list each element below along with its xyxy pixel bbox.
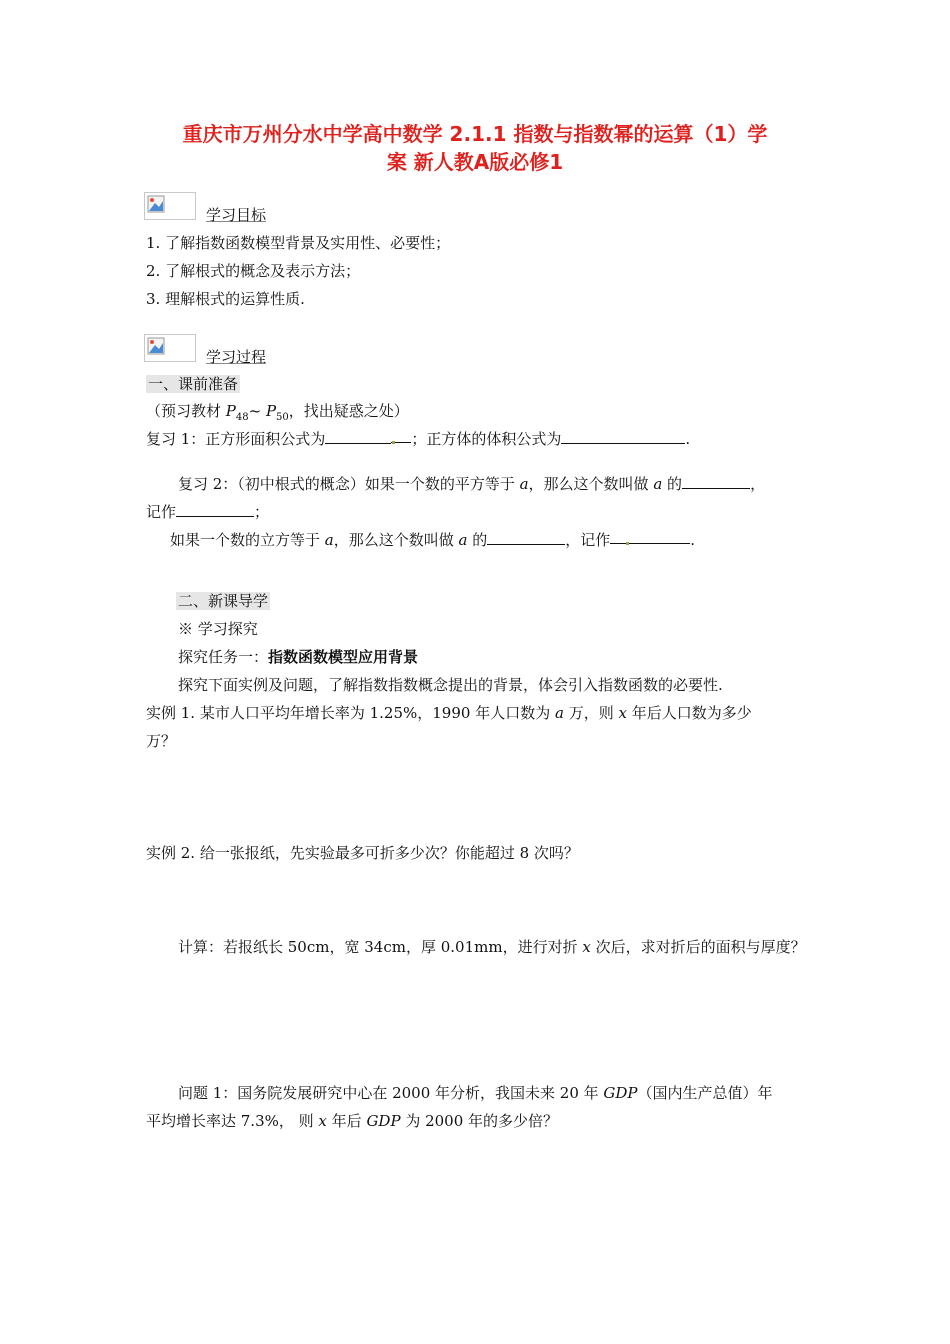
preview-post: ，找出疑惑之处） — [288, 402, 409, 420]
part1-label: 一、课前准备 — [148, 375, 239, 393]
document-title-line1: 重庆市万州分水中学高中数学 2.1.1 指数与指数幂的运算（1）学 — [182, 122, 768, 146]
preview-tilde: ~ — [248, 402, 266, 420]
review2-text-c: 的 — [662, 475, 683, 493]
fill-blank[interactable] — [487, 530, 565, 545]
review3-line — [170, 529, 695, 551]
fill-blank[interactable] — [325, 429, 391, 444]
question1-var: x — [318, 1112, 327, 1130]
example1-var2: x — [618, 704, 627, 722]
task-line — [178, 646, 418, 668]
preview-sub1: 48 — [235, 412, 249, 423]
review2-text-b: ，那么这个数叫做 — [528, 475, 654, 493]
question1-line2-c: 为 2000 年的多少倍？ — [400, 1112, 559, 1130]
review1-line — [146, 428, 690, 450]
part2-heading — [176, 590, 270, 612]
broken-image-icon — [147, 337, 165, 355]
review2-text-a: 复习 2：（初中根式的概念）如果一个数的平方等于 — [178, 475, 520, 493]
example1-var: a — [554, 704, 564, 722]
goals-heading: 学习目标 — [206, 206, 267, 224]
broken-image-icon — [147, 195, 165, 213]
document-title-line2: 案 新人教A版必修1 — [386, 150, 564, 174]
fill-blank[interactable] — [176, 502, 254, 517]
goal-item-3: 3. 理解根式的运算性质. — [146, 290, 305, 308]
example1-line — [146, 702, 752, 724]
example1-line2: 万？ — [146, 732, 177, 750]
preview-line — [146, 400, 409, 429]
review3-end: . — [690, 531, 696, 549]
review3-text-d: ，记作 — [565, 531, 611, 549]
preview-page2: P — [265, 402, 277, 420]
question1-text-b: （国内生产总值）年 — [637, 1084, 773, 1102]
calc-text-a: 计算：若报纸长 50cm，宽 34cm，厚 0.01mm，进行对折 — [178, 938, 583, 956]
goal-item-1: 1. 了解指数函数模型背景及实用性、必要性； — [146, 234, 451, 252]
task-label: 探究任务一： — [178, 648, 269, 666]
example2-line: 实例 2. 给一张报纸，先实验最多可折多少次？你能超过 8 次吗？ — [146, 844, 579, 862]
broken-image-placeholder — [144, 334, 196, 362]
question1-gdp: GDP — [603, 1084, 638, 1102]
example1-text-b: 万，则 — [563, 704, 619, 722]
review3-var: a — [324, 531, 334, 549]
review2-var2: a — [653, 475, 663, 493]
explore-heading: ※ 学习探究 — [178, 620, 258, 638]
part1-heading — [146, 373, 240, 395]
fill-blank[interactable] — [610, 529, 690, 544]
review3-text-c: 的 — [467, 531, 488, 549]
review1-text-b: ；正方体的体积公式为 — [411, 430, 562, 448]
review3-text-a: 如果一个数的立方等于 — [170, 531, 325, 549]
calc-text-b: 次后，求对折后的面积与厚度？ — [590, 938, 806, 956]
part2-label: 二、新课导学 — [178, 592, 269, 610]
preview-sub2: 50 — [276, 412, 289, 423]
question1-line2-a: 平均增长率达 7.3%， 则 — [146, 1112, 319, 1130]
fill-blank[interactable] — [561, 429, 685, 444]
question1-text-a: 问题 1：国务院发展研究中心在 2000 年分析，我国未来 20 年 — [178, 1084, 604, 1102]
question1-gdp2: GDP — [366, 1112, 401, 1130]
review2-line2 — [146, 501, 269, 523]
review3-var2: a — [458, 531, 468, 549]
review2-line2-end: ； — [254, 503, 270, 521]
mark-dot — [626, 542, 629, 545]
question1-line — [178, 1082, 773, 1104]
fill-blank[interactable] — [391, 428, 411, 443]
review2-var: a — [519, 475, 529, 493]
process-heading: 学习过程 — [206, 348, 267, 366]
review2-line2-text: 记作 — [146, 503, 177, 521]
example1-text-c: 年后人口数为多少 — [626, 704, 752, 722]
fill-blank[interactable] — [682, 474, 750, 489]
review1-text-a: 复习 1：正方形面积公式为 — [146, 430, 326, 448]
example1-text-a: 实例 1. 某市人口平均年增长率为 1.25%，1990 年人口数为 — [146, 704, 555, 722]
calc-var: x — [582, 938, 591, 956]
broken-image-placeholder — [144, 192, 196, 220]
mark-dot — [392, 441, 395, 444]
question1-line2-b: 年后 — [326, 1112, 367, 1130]
review1-end: . — [685, 430, 691, 448]
review3-text-b: ，那么这个数叫做 — [333, 531, 459, 549]
goal-item-2: 2. 了解根式的概念及表示方法； — [146, 262, 361, 280]
review2-end: ， — [750, 475, 766, 493]
preview-page1: P — [225, 402, 236, 420]
preview-pre: （预习教材 — [146, 402, 226, 420]
question1-line2 — [146, 1110, 558, 1132]
calc-line — [178, 936, 806, 958]
intro-line: 探究下面实例及问题，了解指数指数概念提出的背景，体会引入指数函数的必要性. — [178, 676, 723, 694]
review2-line — [178, 473, 765, 495]
task-title: 指数函数模型应用背景 — [268, 648, 419, 666]
